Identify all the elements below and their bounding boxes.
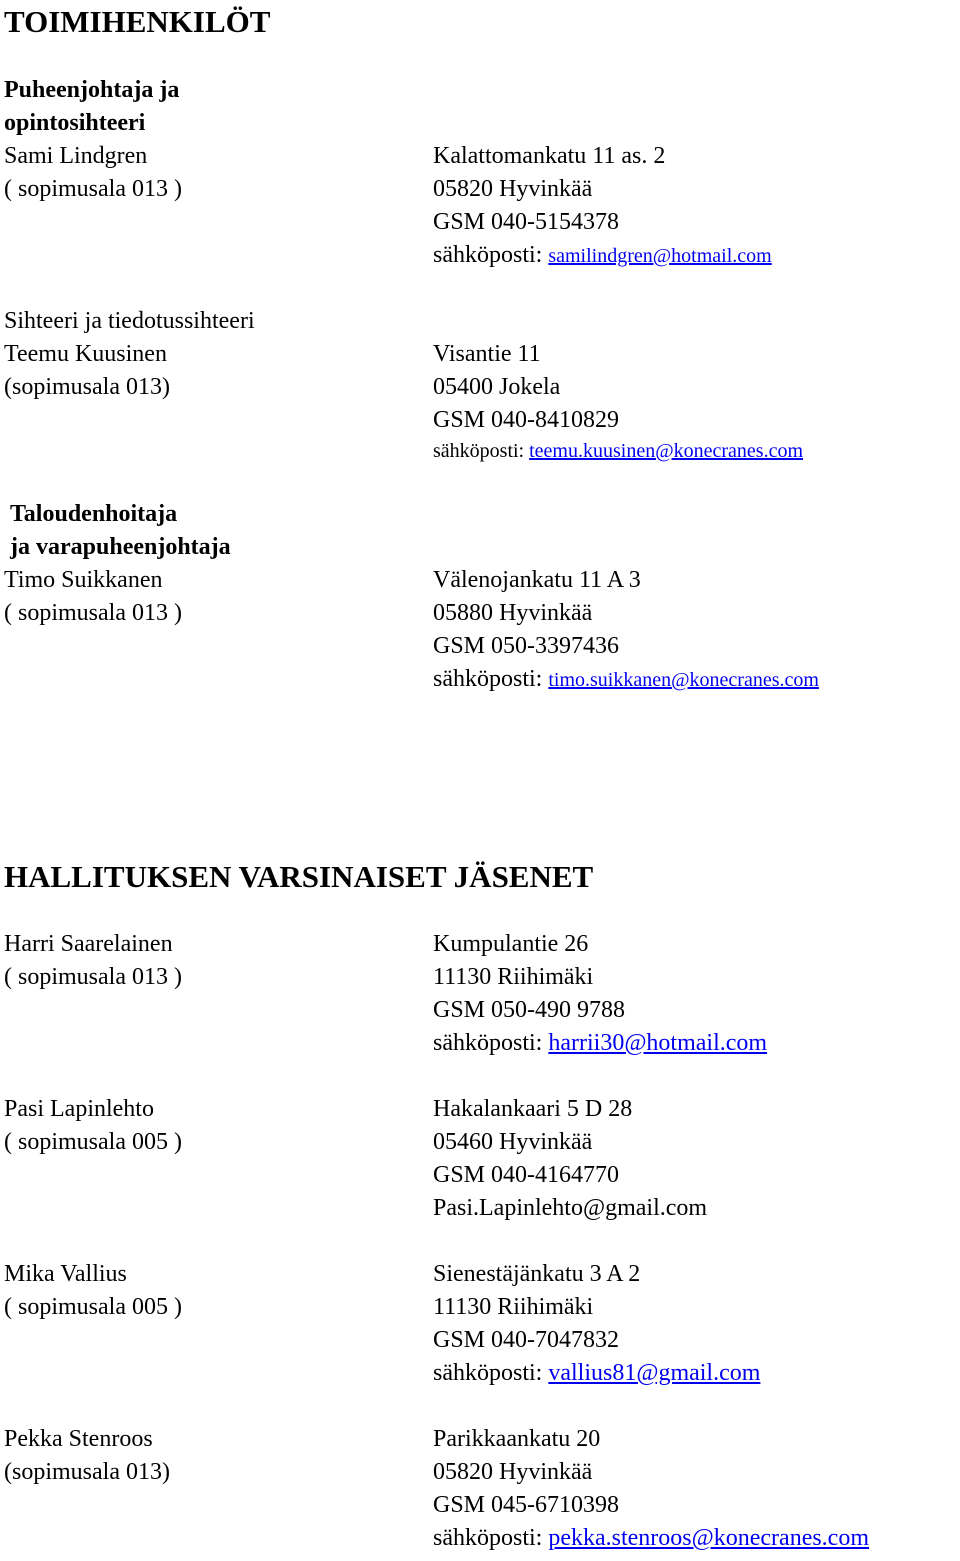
person-name: Sami Lindgren bbox=[4, 143, 148, 169]
email-row bbox=[433, 441, 803, 461]
person-name: Timo Suikkanen bbox=[4, 567, 163, 593]
person-name: Pasi Lapinlehto bbox=[4, 1096, 154, 1122]
postal-address: 05820 Hyvinkää bbox=[433, 176, 593, 202]
role-label: Puheenjohtaja ja bbox=[4, 77, 180, 103]
section-title-officers: TOIMIHENKILÖT bbox=[4, 4, 271, 39]
contract-area: ( sopimusala 013 ) bbox=[4, 176, 182, 202]
postal-address: 11130 Riihimäki bbox=[433, 1294, 594, 1320]
person-name: Pekka Stenroos bbox=[4, 1426, 153, 1452]
postal-address: 05880 Hyvinkää bbox=[433, 600, 593, 626]
email-link[interactable]: samilindgren@hotmail.com bbox=[548, 245, 772, 267]
email-row bbox=[433, 1031, 767, 1055]
phone-number: GSM 050-490 9788 bbox=[433, 997, 626, 1023]
person-name: Harri Saarelainen bbox=[4, 931, 173, 957]
postal-address: 05460 Hyvinkää bbox=[433, 1129, 593, 1155]
role-label: Sihteeri ja tiedotussihteeri bbox=[4, 308, 255, 334]
phone-number: GSM 040-7047832 bbox=[433, 1327, 620, 1353]
contract-area: (sopimusala 013) bbox=[4, 1459, 170, 1485]
contract-area: ( sopimusala 013 ) bbox=[4, 964, 182, 990]
contract-area: ( sopimusala 013 ) bbox=[4, 600, 182, 626]
email-link[interactable]: vallius81@gmail.com bbox=[548, 1360, 761, 1386]
contract-area: ( sopimusala 005 ) bbox=[4, 1294, 182, 1320]
street-address: Kalattomankatu 11 as. 2 bbox=[433, 143, 666, 169]
street-address: Kumpulantie 26 bbox=[433, 931, 589, 957]
phone-number: GSM 050-3397436 bbox=[433, 633, 620, 659]
email-plain: Pasi.Lapinlehto@gmail.com bbox=[433, 1195, 708, 1221]
phone-number: GSM 045-6710398 bbox=[433, 1492, 620, 1518]
email-label: sähköposti: bbox=[433, 1030, 543, 1056]
role-label-line2: opintosihteeri bbox=[4, 110, 146, 136]
contract-area: (sopimusala 013) bbox=[4, 374, 170, 400]
email-link[interactable]: timo.suikkanen@konecranes.com bbox=[548, 669, 819, 691]
street-address: Visantie 11 bbox=[433, 341, 541, 367]
role-label: Taloudenhoitaja bbox=[10, 501, 178, 527]
email-link[interactable]: teemu.kuusinen@konecranes.com bbox=[529, 440, 804, 462]
postal-address: 05820 Hyvinkää bbox=[433, 1459, 593, 1485]
postal-address: 11130 Riihimäki bbox=[433, 964, 594, 990]
email-label: sähköposti: bbox=[433, 666, 543, 692]
email-label: sähköposti: bbox=[433, 1360, 543, 1386]
section-title-board-members: HALLITUKSEN VARSINAISET JÄSENET bbox=[4, 859, 594, 894]
street-address: Sienestäjänkatu 3 A 2 bbox=[433, 1261, 641, 1287]
phone-number: GSM 040-5154378 bbox=[433, 209, 620, 235]
email-label: sähköposti: bbox=[433, 1525, 543, 1551]
street-address: Välenojankatu 11 A 3 bbox=[433, 567, 641, 593]
street-address: Hakalankaari 5 D 28 bbox=[433, 1096, 633, 1122]
email-label: sähköposti: bbox=[433, 242, 543, 268]
email-link[interactable]: harrii30@hotmail.com bbox=[548, 1030, 768, 1056]
contract-area: ( sopimusala 005 ) bbox=[4, 1129, 182, 1155]
role-label-line2: ja varapuheenjohtaja bbox=[10, 534, 231, 560]
postal-address: 05400 Jokela bbox=[433, 374, 561, 400]
phone-number: GSM 040-8410829 bbox=[433, 407, 620, 433]
phone-number: GSM 040-4164770 bbox=[433, 1162, 620, 1188]
email-label: sähköposti: bbox=[433, 440, 525, 462]
street-address: Parikkaankatu 20 bbox=[433, 1426, 601, 1452]
email-link[interactable]: pekka.stenroos@konecranes.com bbox=[548, 1525, 870, 1551]
email-row bbox=[433, 1526, 869, 1550]
email-row bbox=[433, 1361, 760, 1385]
email-row bbox=[433, 243, 772, 267]
person-name: Teemu Kuusinen bbox=[4, 341, 167, 367]
email-row bbox=[433, 667, 819, 691]
person-name: Mika Vallius bbox=[4, 1261, 127, 1287]
